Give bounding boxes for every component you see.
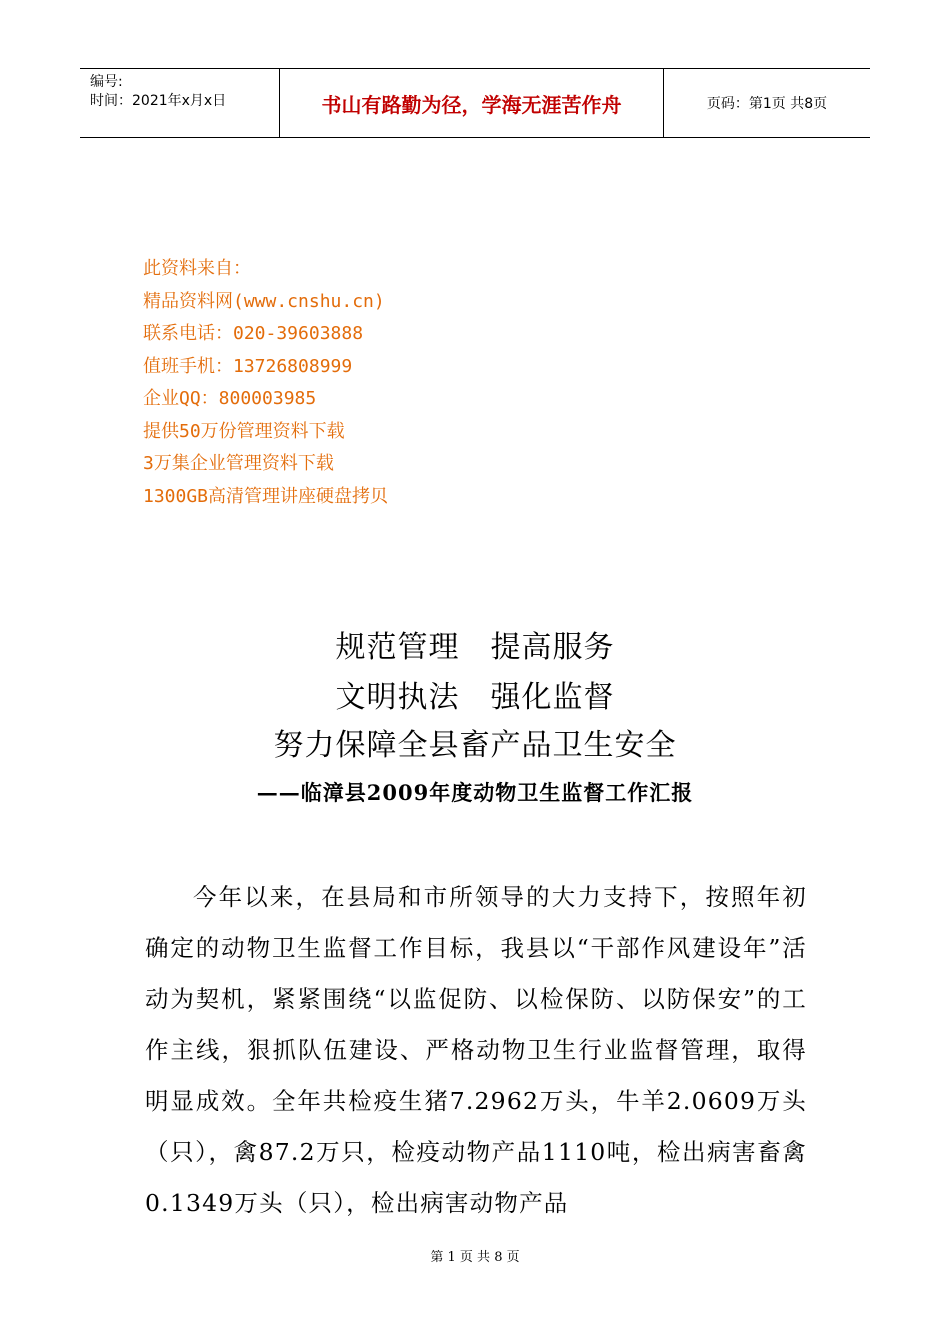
source-line: 此资料来自： xyxy=(143,258,251,279)
source-line: 值班手机：13726808999 xyxy=(143,355,353,377)
source-line: 企业QQ：800003985 xyxy=(143,388,317,409)
source-line: 提供50万份管理资料下载 xyxy=(143,420,345,442)
document-number-label: 编号: xyxy=(90,74,123,90)
header-page-code: 页码：第1页 共8页 xyxy=(706,96,828,112)
page-header xyxy=(80,68,870,138)
document-title-line-2: 文明执法 强化监督 xyxy=(335,680,615,715)
source-line: 3万集企业管理资料下载 xyxy=(143,453,334,474)
page-footer: 第 1 页 共 8 页 xyxy=(430,1250,520,1265)
header-meta xyxy=(80,69,280,137)
document-time-label: 时间：2021年x月x日 xyxy=(90,93,227,109)
source-line: 1300GB高清管理讲座硬盘拷贝 xyxy=(143,485,389,507)
document-title-line-3: 努力保障全县畜产品卫生安全 xyxy=(273,728,677,763)
header-motto: 书山有路勤为径，学海无涯苦作舟 xyxy=(280,69,664,137)
source-line: 联系电话：020-39603888 xyxy=(143,323,364,344)
document-subtitle: ——临漳县2009年度动物卫生监督工作汇报 xyxy=(256,780,694,805)
source-info-block xyxy=(143,253,388,513)
document-title-line-1: 规范管理 提高服务 xyxy=(335,630,615,665)
source-line: 精品资料网(www.cnshu.cn) xyxy=(143,290,385,312)
body-paragraph: 今年以来，在县局和市所领导的大力支持下，按照年初确定的动物卫生监督工作目标，我县以“干部作风建设年”活动为契机，紧紧围绕“以监促防、以检保防、以防保安”的工作主线，狠抓队伍建设、严格动物卫生行业监督管理，取得明显成效。全年共检疫生猪7.2962万头，牛羊2.0609万头（只），禽87.2万只，检疫动物产品1110吨，检出病害畜禽0.1349万头（只），检出病害动物产品 xyxy=(145,883,807,1217)
